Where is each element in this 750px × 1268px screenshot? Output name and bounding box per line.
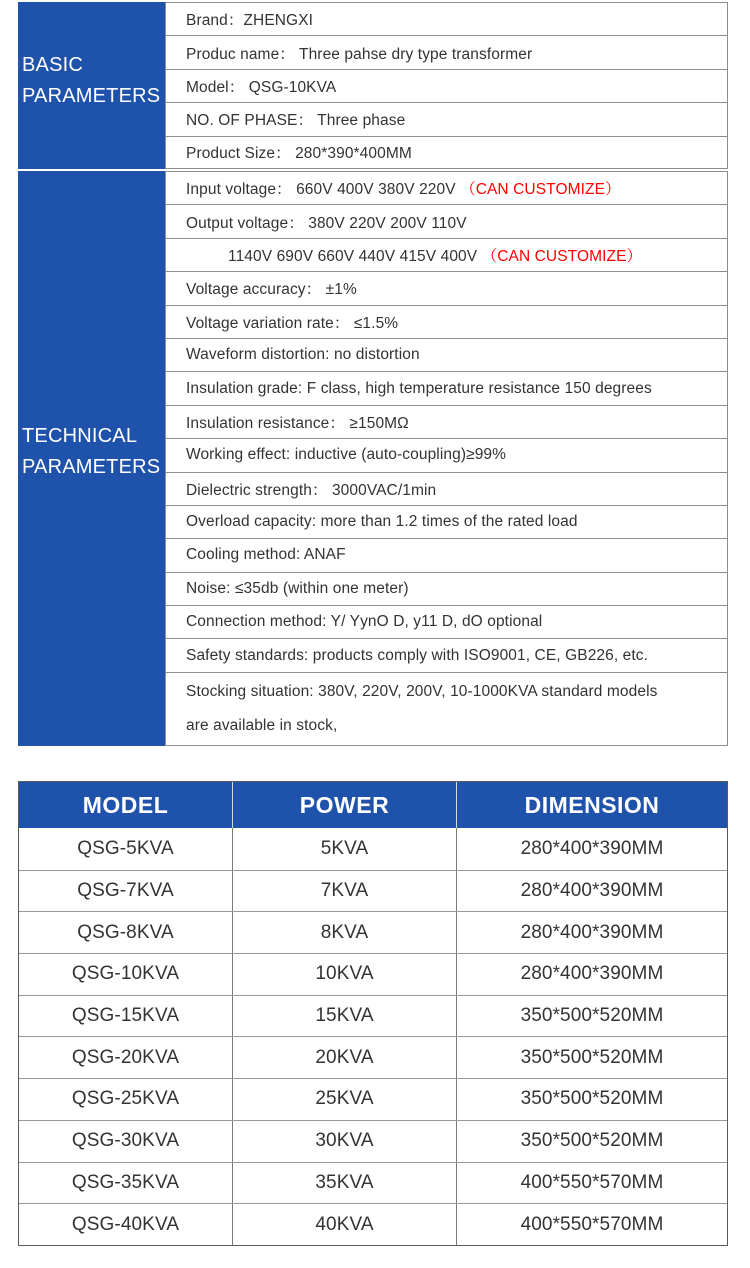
cell-power: 10KVA	[233, 954, 457, 995]
cell-power: 40KVA	[233, 1204, 457, 1245]
column-header-model: MODEL	[19, 782, 233, 828]
cell-power: 7KVA	[233, 871, 457, 912]
spec-row	[165, 672, 728, 746]
cell-power: 15KVA	[233, 996, 457, 1037]
section-label-text	[22, 50, 160, 112]
section-label-line2: PARAMETERS	[22, 85, 161, 107]
spec-row-text-continued: are available in stock,	[186, 716, 338, 734]
cell-model: QSG-7KVA	[19, 871, 233, 912]
cell-model: QSG-40KVA	[19, 1204, 233, 1245]
table-row	[19, 1162, 727, 1204]
spec-row-text: Working effect: inductive (auto-coupling)≥99%	[186, 446, 507, 464]
table-row	[19, 1120, 727, 1162]
spec-row-text: Dielectric strength： 3000VAC/1min	[186, 481, 437, 499]
cell-power: 5KVA	[233, 828, 457, 870]
spec-row-text: Stocking situation: 380V, 220V, 200V, 10-1000KVA standard models	[186, 682, 658, 700]
cell-model: QSG-5KVA	[19, 828, 233, 870]
spec-row-text: Model： QSG-10KVA	[186, 78, 337, 96]
cell-dimension: 280*400*390MM	[520, 837, 664, 859]
spec-row-text: Output voltage： 380V 220V 200V 110V	[186, 214, 467, 232]
spec-row-text: Safety standards: products comply with ISO9001, CE, GB226, etc.	[186, 646, 649, 664]
cell-power: 20KVA	[233, 1037, 457, 1078]
cell-model: QSG-35KVA	[19, 1163, 233, 1204]
model-table-body	[19, 828, 727, 1245]
specification-body	[18, 2, 728, 748]
specification-table	[18, 2, 728, 748]
spec-rows-technical-parameters	[165, 171, 728, 746]
spec-row-text: Brand：ZHENGXI	[186, 12, 314, 30]
section-label-line1: BASIC	[22, 54, 84, 76]
cell-dimension: 350*500*520MM	[520, 1005, 664, 1027]
spec-row	[165, 438, 728, 471]
spec-row	[165, 605, 728, 638]
cell-dimension: 350*500*520MM	[520, 1046, 664, 1068]
cell-power: 30KVA	[233, 1121, 457, 1162]
cell-model: QSG-15KVA	[19, 996, 233, 1037]
cell-dimension: 350*500*520MM	[520, 1130, 664, 1152]
spec-row	[165, 638, 728, 671]
table-row	[19, 995, 727, 1037]
spec-row-text: Cooling method: ANAF	[186, 546, 346, 564]
cell-model: QSG-20KVA	[19, 1037, 233, 1078]
spec-row	[165, 2, 728, 35]
cell-dimension: 280*400*390MM	[520, 880, 664, 902]
cell-model: QSG-10KVA	[19, 954, 233, 995]
spec-row	[165, 69, 728, 102]
spec-row	[165, 405, 728, 438]
spec-row-text: Overload capacity: more than 1.2 times of the rated load	[186, 513, 578, 531]
spec-row	[165, 102, 728, 135]
spec-row-text: Insulation resistance： ≥150MΩ	[186, 414, 409, 432]
section-label-line1: TECHNICAL	[22, 425, 138, 447]
cell-dimension: 280*400*390MM	[520, 921, 664, 943]
column-header-dimension: DIMENSION	[524, 791, 660, 818]
spec-row	[165, 238, 728, 271]
table-row	[19, 828, 727, 870]
cell-model: QSG-25KVA	[19, 1079, 233, 1120]
spec-row-text: Voltage variation rate： ≤1.5%	[186, 314, 399, 332]
table-row	[19, 1036, 727, 1078]
section-label-basic-parameters	[18, 2, 165, 169]
spec-row-note-highlight: （CAN CUSTOMIZE）	[481, 247, 643, 265]
cell-power: 8KVA	[233, 912, 457, 953]
spec-row	[165, 136, 728, 169]
table-row	[19, 870, 727, 912]
spec-row-text: Voltage accuracy： ±1%	[186, 281, 357, 299]
section-label-line2: PARAMETERS	[22, 456, 161, 478]
table-row	[19, 911, 727, 953]
spec-row	[165, 171, 728, 204]
table-row	[19, 1203, 727, 1245]
cell-dimension: 400*550*570MM	[520, 1171, 664, 1193]
table-row	[19, 1078, 727, 1120]
cell-power: 35KVA	[233, 1163, 457, 1204]
spec-row	[165, 204, 728, 237]
spec-rows-basic-parameters	[165, 2, 728, 169]
cell-dimension: 280*400*390MM	[520, 963, 664, 985]
section-label-technical-parameters	[18, 171, 165, 746]
spec-row-note-highlight: （CAN CUSTOMIZE）	[460, 181, 621, 199]
spec-row-text: 1140V 690V 660V 440V 415V 400V （CAN CUSTOMIZE）	[228, 247, 643, 265]
spec-row	[165, 305, 728, 338]
section-label-text	[22, 421, 160, 483]
spec-row-text: Product Size： 280*390*400MM	[186, 145, 412, 163]
spec-row	[165, 35, 728, 68]
model-table-header-row	[19, 782, 727, 828]
spec-row	[165, 271, 728, 304]
spec-row	[165, 572, 728, 605]
cell-dimension: 400*550*570MM	[520, 1213, 664, 1235]
spec-row-text: NO. OF PHASE： Three phase	[186, 112, 406, 130]
spec-row-text: Noise: ≤35db (within one meter)	[186, 579, 409, 597]
spec-row-text: Connection method: Y/ YynO D, y11 D, dO optional	[186, 613, 543, 631]
cell-dimension: 350*500*520MM	[520, 1088, 664, 1110]
spec-row-text: Insulation grade: F class, high temperature resistance 150 degrees	[186, 379, 652, 397]
spec-row	[165, 538, 728, 571]
cell-model: QSG-30KVA	[19, 1121, 233, 1162]
column-header-power: POWER	[233, 782, 457, 828]
spec-row-text: Waveform distortion: no distortion	[186, 346, 420, 364]
spec-row	[165, 505, 728, 538]
cell-model: QSG-8KVA	[19, 912, 233, 953]
model-power-dimension-table	[18, 781, 728, 1246]
spec-row-text: Produc name： Three pahse dry type transformer	[186, 45, 533, 63]
cell-power: 25KVA	[233, 1079, 457, 1120]
spec-row	[165, 371, 728, 404]
spec-row	[165, 338, 728, 371]
spec-row-text: Input voltage： 660V 400V 380V 220V （CAN CUSTOMIZE）	[186, 181, 621, 199]
table-row	[19, 953, 727, 995]
spec-row	[165, 472, 728, 505]
